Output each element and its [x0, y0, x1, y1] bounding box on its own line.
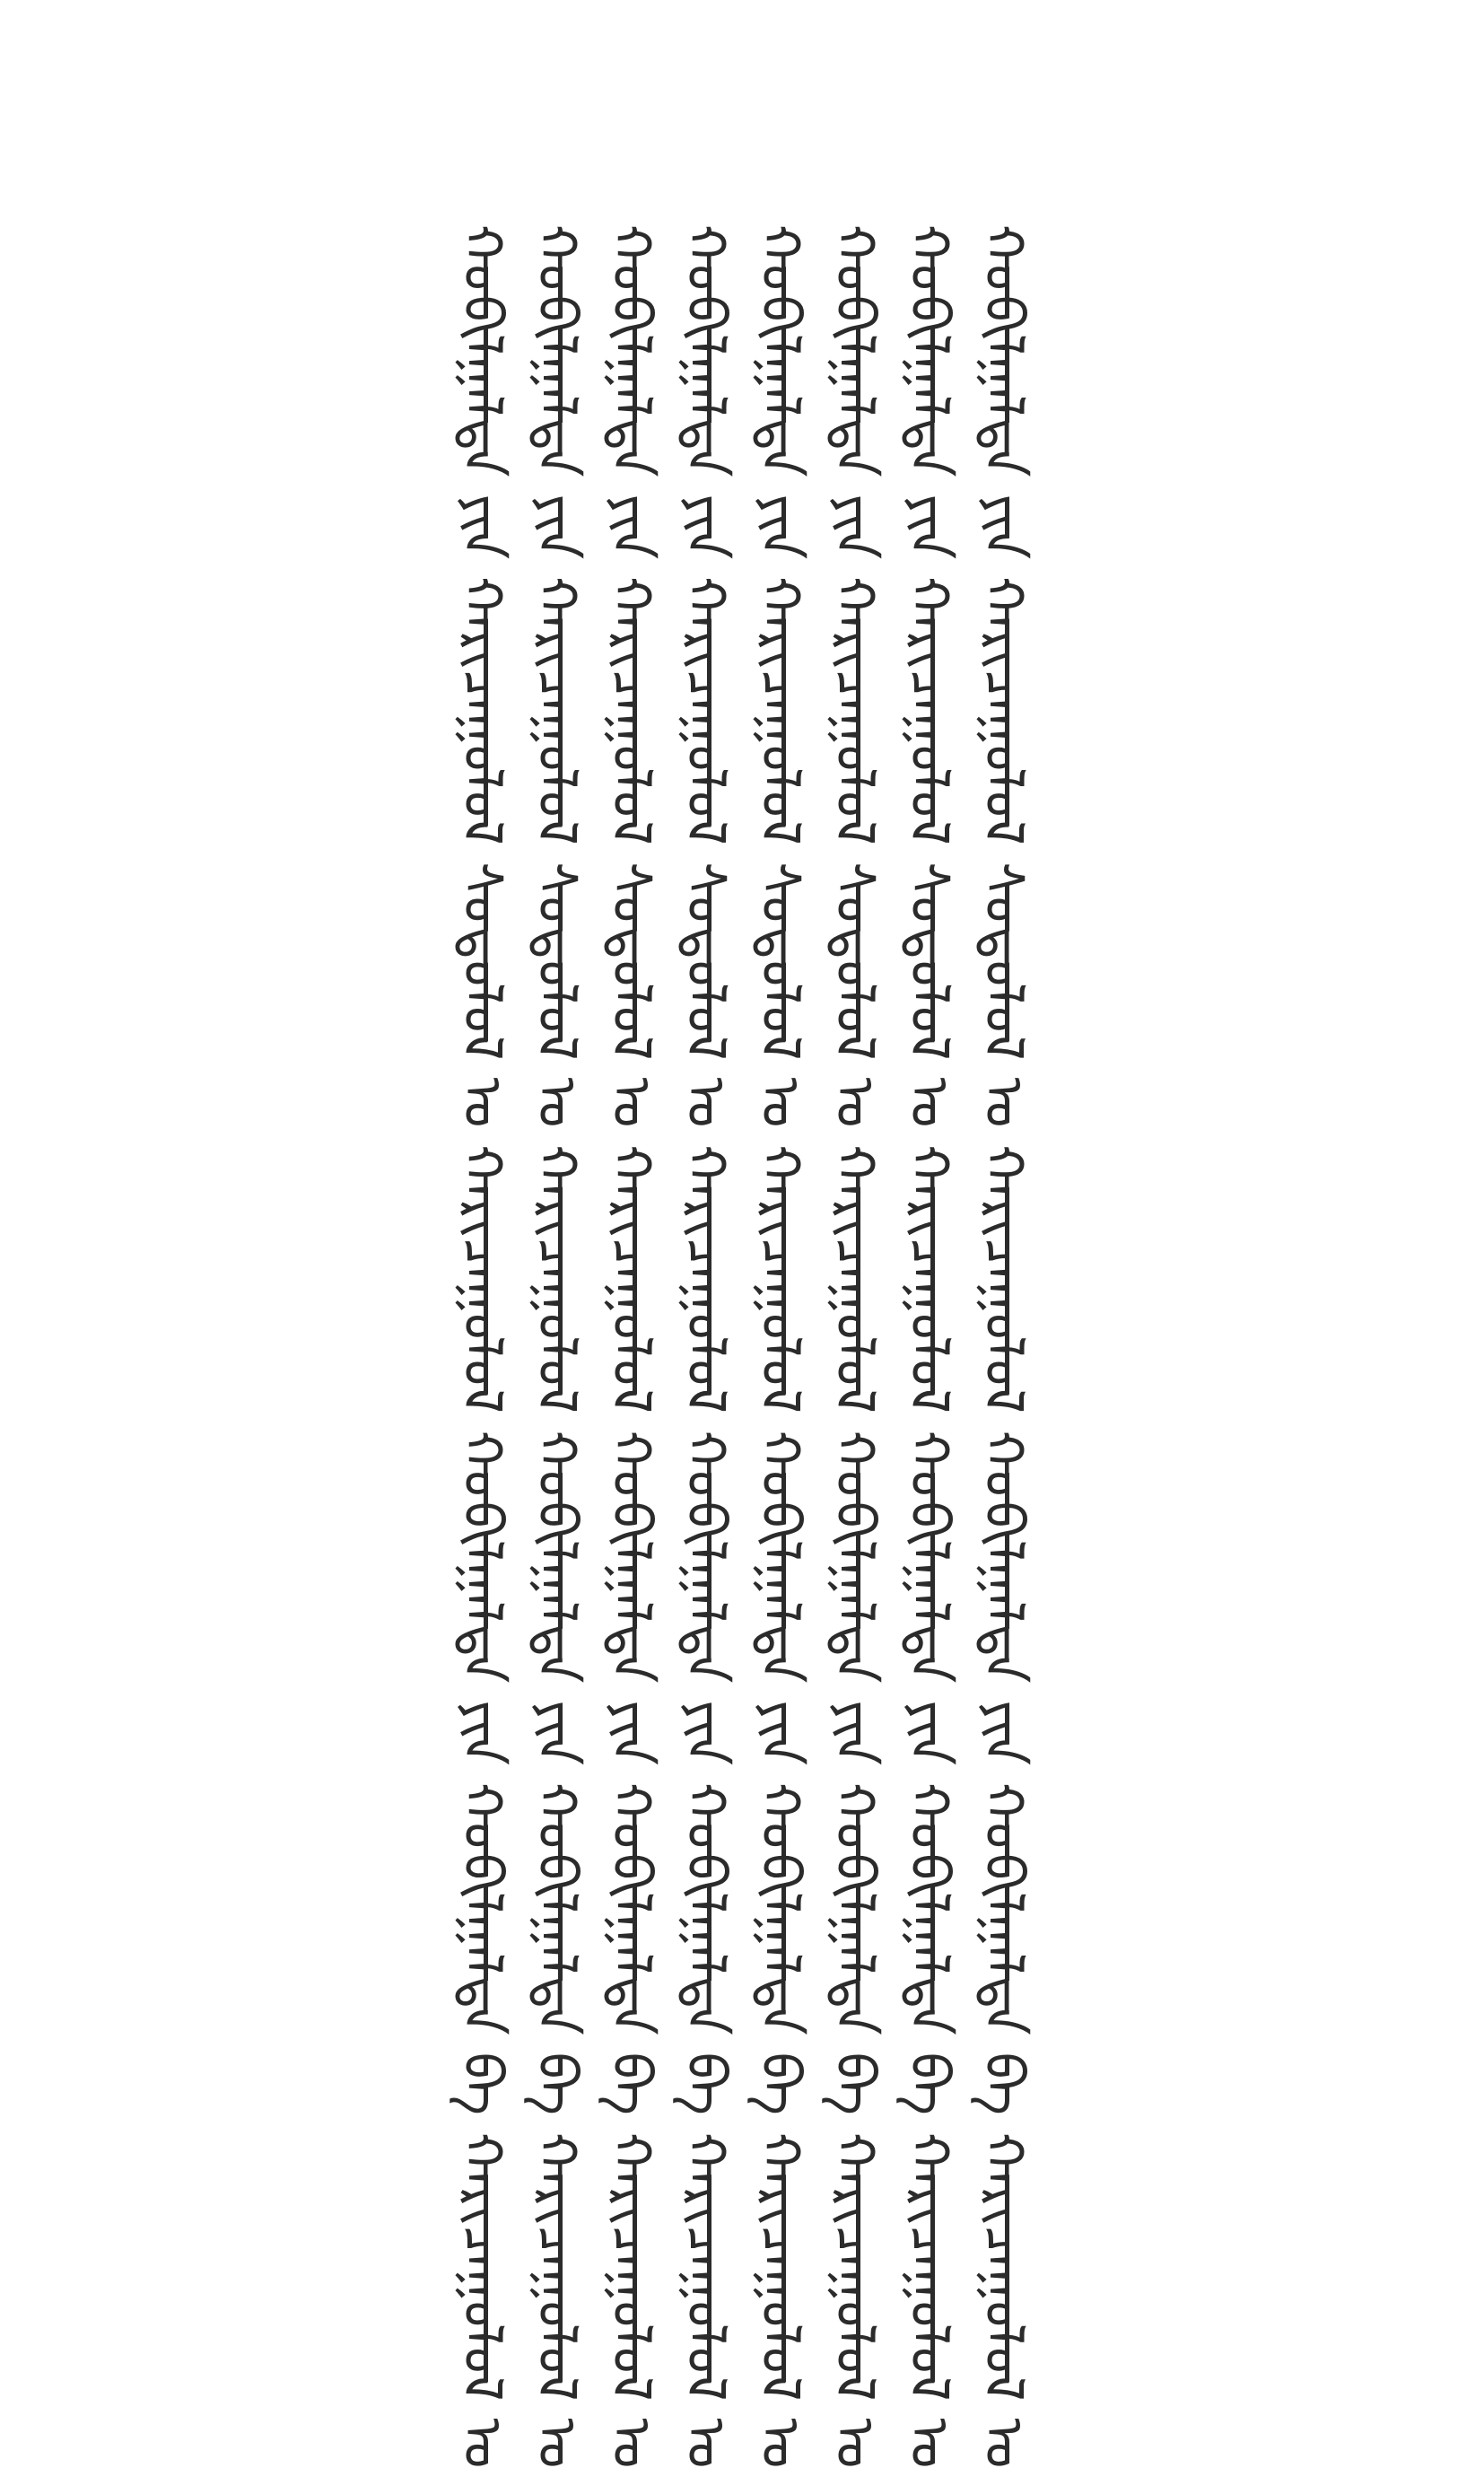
text-line: ᠬᠤᠪᠢᠯᠭᠠᠯᠲᠠ ᠶᠢᠨ ᠬᠠᠷᠢᠴᠠᠭᠤᠯᠤᠯ ᠰᠤᠳᠤᠯᠤᠯ ᠤ ᠬᠠᠷᠢᠴᠠᠭᠤᠯᠤᠯ ᠬᠤᠪᠢᠯᠭᠠᠯᠲᠠ ᠶᠢᠨ ᠬᠤᠪᠢᠯᠭᠠᠯᠲᠠ ᠪᠠ ᠬᠠᠷᠢᠴᠠᠭᠤᠯᠤᠯ ᠤ: [450, 224, 513, 2468]
text-line: ᠬᠤᠪᠢᠯᠭᠠᠯᠲᠠ ᠶᠢᠨ ᠬᠠᠷᠢᠴᠠᠭᠤᠯᠤᠯ ᠰᠤᠳᠤᠯᠤᠯ ᠤ ᠬᠠᠷᠢᠴᠠᠭᠤᠯᠤᠯ ᠬᠤᠪᠢᠯᠭᠠᠯᠲᠠ ᠶᠢᠨ ᠬᠤᠪᠢᠯᠭᠠᠯᠲᠠ ᠪᠠ ᠬᠠᠷᠢᠴᠠᠭᠤᠯᠤᠯ ᠤ: [599, 224, 662, 2468]
text-line: ᠬᠤᠪᠢᠯᠭᠠᠯᠲᠠ ᠶᠢᠨ ᠬᠠᠷᠢᠴᠠᠭᠤᠯᠤᠯ ᠰᠤᠳᠤᠯᠤᠯ ᠤ ᠬᠠᠷᠢᠴᠠᠭᠤᠯᠤᠯ ᠬᠤᠪᠢᠯᠭᠠᠯᠲᠠ ᠶᠢᠨ ᠬᠤᠪᠢᠯᠭᠠᠯᠲᠠ ᠪᠠ ᠬᠠᠷᠢᠴᠠᠭᠤᠯᠤᠯ ᠤ: [674, 224, 737, 2468]
text-line: ᠬᠤᠪᠢᠯᠭᠠᠯᠲᠠ ᠶᠢᠨ ᠬᠠᠷᠢᠴᠠᠭᠤᠯᠤᠯ ᠰᠤᠳᠤᠯᠤᠯ ᠤ ᠬᠠᠷᠢᠴᠠᠭᠤᠯᠤᠯ ᠬᠤᠪᠢᠯᠭᠠᠯᠲᠠ ᠶᠢᠨ ᠬᠤᠪᠢᠯᠭᠠᠯᠲᠠ ᠪᠠ ᠬᠠᠷᠢᠴᠠᠭᠤᠯᠤᠯ ᠤ: [525, 224, 588, 2468]
text-line: ᠬᠤᠪᠢᠯᠭᠠᠯᠲᠠ ᠶᠢᠨ ᠬᠠᠷᠢᠴᠠᠭᠤᠯᠤᠯ ᠰᠤᠳᠤᠯᠤᠯ ᠤ ᠬᠠᠷᠢᠴᠠᠭᠤᠯᠤᠯ ᠬᠤᠪᠢᠯᠭᠠᠯᠲᠠ ᠶᠢᠨ ᠬᠤᠪᠢᠯᠭᠠᠯᠲᠠ ᠪᠠ ᠬᠠᠷᠢᠴᠠᠭᠤᠯᠤᠯ ᠤ: [748, 224, 811, 2468]
text-line: ᠬᠤᠪᠢᠯᠭᠠᠯᠲᠠ ᠶᠢᠨ ᠬᠠᠷᠢᠴᠠᠭᠤᠯᠤᠯ ᠰᠤᠳᠤᠯᠤᠯ ᠤ ᠬᠠᠷᠢᠴᠠᠭᠤᠯᠤᠯ ᠬᠤᠪᠢᠯᠭᠠᠯᠲᠠ ᠶᠢᠨ ᠬᠤᠪᠢᠯᠭᠠᠯᠲᠠ ᠪᠠ ᠬᠠᠷᠢᠴᠠᠭᠤᠯᠤᠯ ᠤ: [823, 224, 886, 2468]
text-line: ᠬᠤᠪᠢᠯᠭᠠᠯᠲᠠ ᠶᠢᠨ ᠬᠠᠷᠢᠴᠠᠭᠤᠯᠤᠯ ᠰᠤᠳᠤᠯᠤᠯ ᠤ ᠬᠠᠷᠢᠴᠠᠭᠤᠯᠤᠯ ᠬᠤᠪᠢᠯᠭᠠᠯᠲᠠ ᠶᠢᠨ ᠬᠤᠪᠢᠯᠭᠠᠯᠲᠠ ᠪᠠ ᠬᠠᠷᠢᠴᠠᠭᠤᠯᠤᠯ ᠤ: [897, 224, 960, 2468]
text-line: ᠬᠤᠪᠢᠯᠭᠠᠯᠲᠠ ᠶᠢᠨ ᠬᠠᠷᠢᠴᠠᠭᠤᠯᠤᠯ ᠰᠤᠳᠤᠯᠤᠯ ᠤ ᠬᠠᠷᠢᠴᠠᠭᠤᠯᠤᠯ ᠬᠤᠪᠢᠯᠭᠠᠯᠲᠠ ᠶᠢᠨ ᠬᠤᠪᠢᠯᠭᠠᠯᠲᠠ ᠪᠠ ᠬᠠᠷᠢᠴᠠᠭᠤᠯᠤᠯ ᠤ: [972, 224, 1034, 2468]
vertical-text-block: [444, 224, 1040, 2468]
